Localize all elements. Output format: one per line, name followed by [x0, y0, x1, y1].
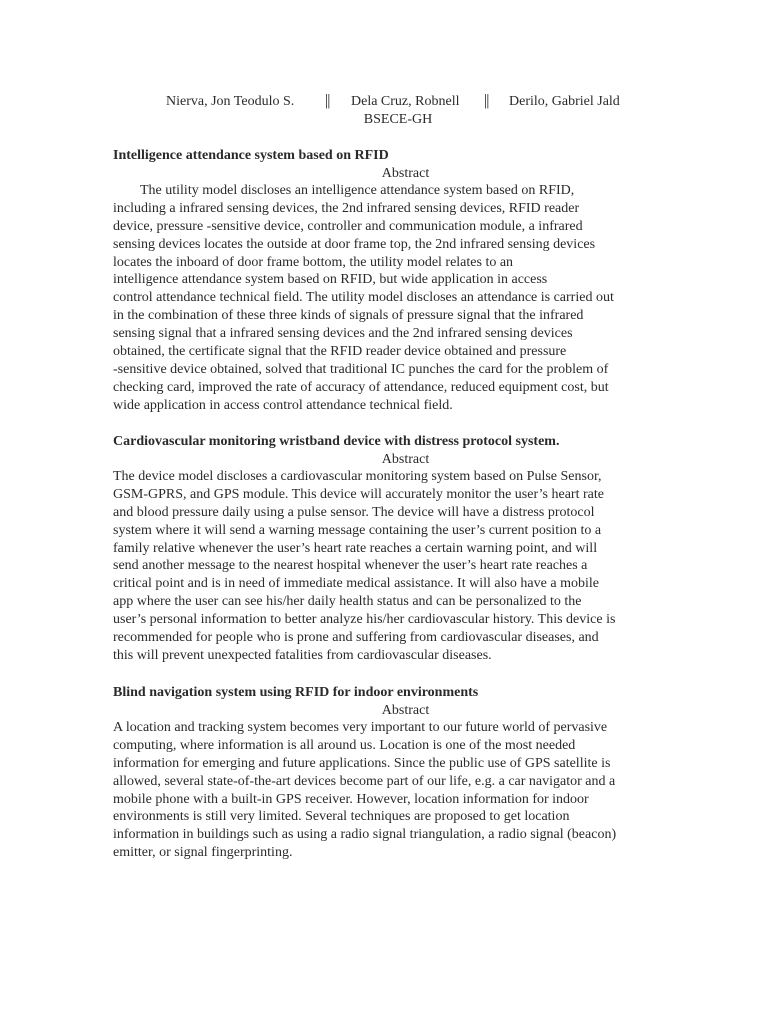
abstract-text-line: intelligence attendance system based on RFID, but wide application in access [113, 272, 548, 288]
abstract-text-line: The device model discloses a cardiovascular monitoring system based on Pulse Sensor, [113, 469, 602, 484]
abstract-text-line: allowed, several state-of-the-art devices become part of our life, e.g. a car navigator and a [113, 773, 616, 789]
author-separator: || [325, 92, 330, 109]
section-title: Cardiovascular monitoring wristband device with distress protocol system. [113, 434, 560, 449]
program-label: BSECE-GH [363, 112, 433, 127]
section-title: Intelligence attendance system based on RFID [113, 148, 389, 163]
abstract-text-line: control attendance technical field. The utility model discloses an attendance is carried out [113, 290, 614, 306]
abstract-text-line: information in buildings such as using a radio signal triangulation, a radio signal (beacon) [113, 827, 617, 843]
abstract-text-line: computing, where information is all around us. Location is one of the most needed [113, 737, 576, 753]
abstract-text-line: environments is still very limited. Several techniques are proposed to get location [113, 809, 570, 825]
abstract-text-line: mobile phone with a built-in GPS receiver. However, location information for indoor [113, 791, 589, 807]
abstract-section [113, 147, 658, 415]
abstract-text-line: system where it will send a warning message containing the user’s current position to a [113, 522, 602, 538]
author-line [0, 94, 768, 112]
abstract-text-line: critical point and is in need of immediate medical assistance. It will also have a mobile [113, 576, 599, 592]
abstract-text-line: checking card, improved the rate of accuracy of attendance, reduced equipment cost, but [113, 379, 609, 395]
abstract-text-line: A location and tracking system becomes very important to our future world of pervasive [113, 720, 608, 735]
abstract-text-line: emitter, or signal fingerprinting. [113, 845, 293, 861]
abstract-text-line: device, pressure -sensitive device, controller and communication module, a infrared [113, 218, 583, 234]
abstract-heading: Abstract [381, 452, 430, 467]
abstract-text-line: -sensitive device obtained, solved that traditional IC punches the card for the problem of [113, 361, 609, 377]
abstract-text-line: in the combination of these three kinds of signals of pressure signal that the infrared [113, 308, 584, 324]
abstract-text-line: recommended for people who is prone and suffering from cardiovascular diseases, and [113, 630, 599, 646]
abstract-text-line: The utility model discloses an intelligence attendance system based on RFID, [140, 183, 575, 198]
abstract-text-line: including a infrared sensing devices, the 2nd infrared sensing devices, RFID reader [113, 200, 580, 216]
abstract-text-line: sensing signal that a infrared sensing devices and the 2nd infrared sensing devices [113, 326, 573, 342]
abstract-text-line: this will prevent unexpected fatalities from cardiovascular diseases. [113, 647, 492, 663]
abstract-text-line: obtained, the certificate signal that the RFID reader device obtained and pressure [113, 344, 567, 360]
abstract-text-line: wide application in access control attendance technical field. [113, 397, 453, 413]
author-separator: || [484, 92, 489, 109]
abstract-heading: Abstract [381, 703, 430, 718]
abstract-text-line: information for emerging and future applications. Since the public use of GPS satellite is [113, 755, 611, 771]
abstract-text-line: send another message to the nearest hospital whenever the user’s heart rate reaches a [113, 558, 588, 574]
section-title: Blind navigation system using RFID for indoor environments [113, 685, 479, 700]
abstract-text-line: user’s personal information to better analyze his/her cardiovascular history. This device is [113, 612, 616, 628]
abstract-text-line: app where the user can see his/her daily health status and can be personalized to the [113, 594, 582, 610]
abstract-text-line: sensing devices locates the outside at door frame top, the 2nd infrared sensing devices [113, 236, 596, 252]
abstract-text-line: and blood pressure daily using a pulse sensor. The device will have a distress protocol [113, 504, 595, 520]
abstract-heading: Abstract [381, 166, 430, 181]
abstract-section [113, 684, 658, 862]
abstract-text-line: GSM-GPRS, and GPS module. This device will accurately monitor the user’s heart rate [113, 486, 604, 502]
author-name: Nierva, Jon Teodulo S. [166, 94, 295, 109]
author-name: Derilo, Gabriel Jald [509, 94, 620, 109]
abstract-text-line: family relative whenever the user’s heart rate reaches a certain warning point, and will [113, 540, 598, 556]
abstract-section [113, 433, 658, 665]
abstract-text-line: locates the inboard of door frame bottom, the utility model relates to an [113, 254, 514, 270]
author-name: Dela Cruz, Robnell [351, 94, 460, 109]
